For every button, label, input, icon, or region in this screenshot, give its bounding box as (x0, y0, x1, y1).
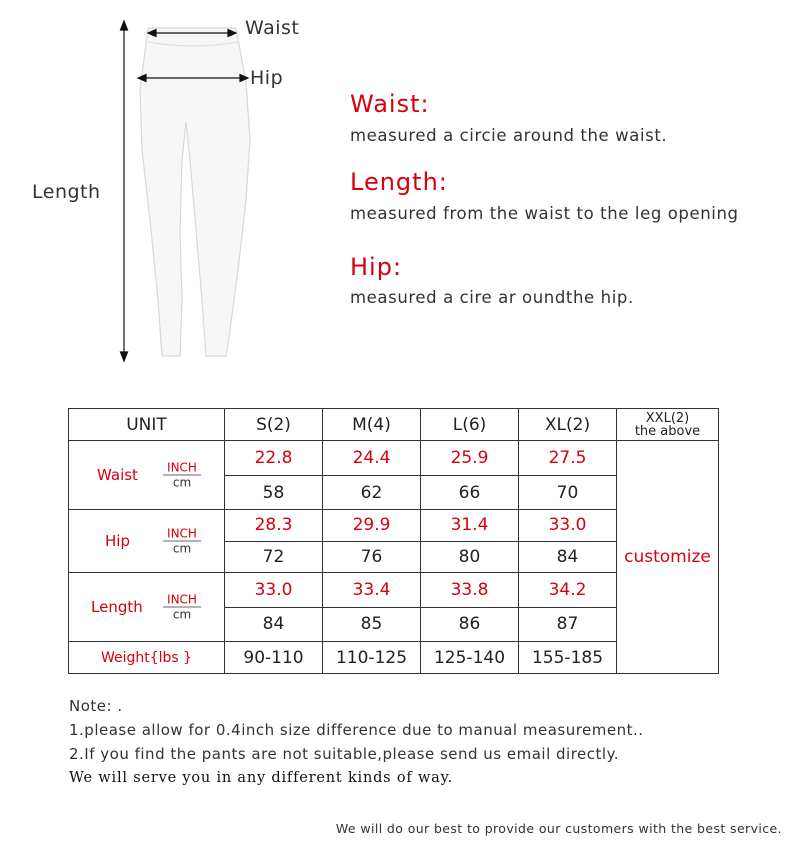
table-cell: 70 (519, 476, 617, 510)
size-header-xl: XL(2) (519, 409, 617, 441)
leggings-illustration (140, 28, 250, 356)
table-cell: 155-185 (519, 642, 617, 674)
table-cell: 34.2 (519, 573, 617, 608)
table-cell: 87 (519, 607, 617, 642)
length-definition-text: measured from the waist to the leg opening (350, 204, 739, 223)
table-cell: 72 (225, 541, 323, 573)
hip-diagram-label: Hip (250, 67, 284, 89)
table-cell: 33.8 (421, 573, 519, 608)
hip-row-label: Hip INCH cm (69, 510, 225, 573)
table-cell: 110-125 (323, 642, 421, 674)
table-cell: 28.3 (225, 510, 323, 542)
weight-row-label: Weight{lbs } (69, 642, 225, 674)
table-cell: 27.5 (519, 441, 617, 476)
table-row (69, 441, 719, 476)
table-cell: 33.0 (225, 573, 323, 608)
table-cell: 62 (323, 476, 421, 510)
table-cell: 80 (421, 541, 519, 573)
table-cell: 22.8 (225, 441, 323, 476)
waist-row-label: Waist INCH cm (69, 441, 225, 510)
length-row-label: Length INCH cm (69, 573, 225, 642)
length-definition-title: Length: (350, 168, 448, 196)
table-cell: 76 (323, 541, 421, 573)
unit-header: UNIT (69, 409, 225, 441)
footer-text: We will do our best to provide our customers with the best service. (335, 821, 782, 836)
table-cell: 86 (421, 607, 519, 642)
length-arrow (121, 21, 128, 361)
table-cell: 33.0 (519, 510, 617, 542)
size-header-xxl: XXL(2) the above (617, 409, 719, 441)
waist-diagram-label: Waist (245, 17, 300, 39)
table-cell: 90-110 (225, 642, 323, 674)
table-header-row (69, 409, 719, 441)
table-cell: 33.4 (323, 573, 421, 608)
hip-definition-text: measured a cire ar oundthe hip. (350, 288, 634, 307)
table-cell: 25.9 (421, 441, 519, 476)
note-heading: Note: . (69, 697, 123, 715)
size-header-m: M(4) (323, 409, 421, 441)
table-cell: 85 (323, 607, 421, 642)
waist-definition-text: measured a circie around the waist. (350, 126, 668, 145)
length-diagram-label: Length (32, 181, 101, 203)
table-cell: 125-140 (421, 642, 519, 674)
hip-definition-title: Hip: (350, 253, 403, 281)
note-line-3: We will serve you in any different kinds of way. (69, 770, 454, 786)
table-cell: 84 (519, 541, 617, 573)
waist-definition-title: Waist: (350, 90, 430, 118)
table-cell: 29.9 (323, 510, 421, 542)
table-cell: 58 (225, 476, 323, 510)
table-cell: 31.4 (421, 510, 519, 542)
size-chart-table (68, 408, 719, 674)
size-header-l: L(6) (421, 409, 519, 441)
note-line-1: 1.please allow for 0.4inch size difference due to manual measurement.. (69, 721, 644, 739)
note-line-2: 2.If you find the pants are not suitable,please send us email directly. (69, 745, 620, 763)
customize-cell: customize (617, 441, 719, 674)
table-cell: 24.4 (323, 441, 421, 476)
size-header-s: S(2) (225, 409, 323, 441)
table-cell: 66 (421, 476, 519, 510)
table-cell: 84 (225, 607, 323, 642)
